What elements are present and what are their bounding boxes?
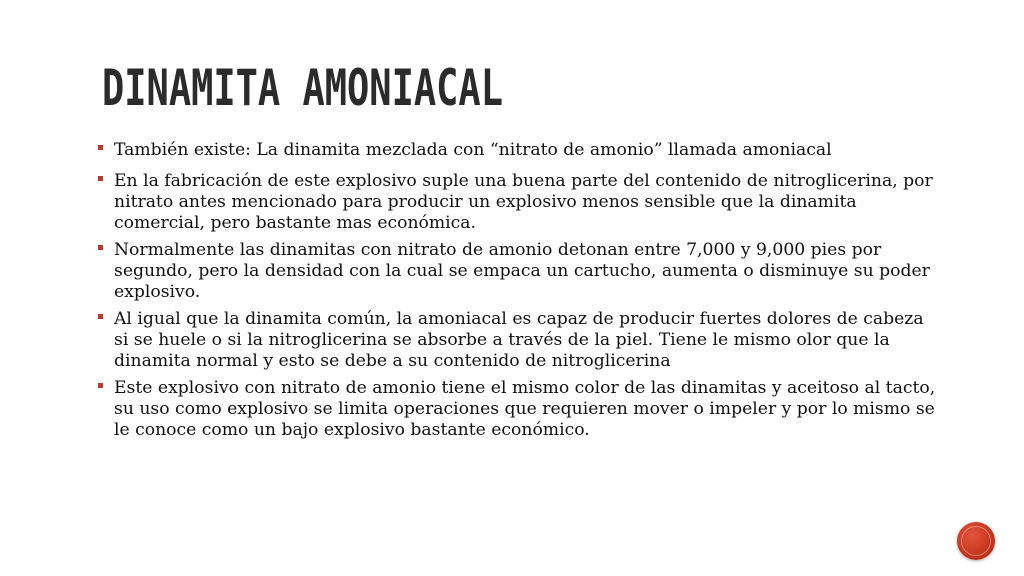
page-number-badge bbox=[957, 522, 995, 560]
slide-title: DINAMITA AMONIACAL bbox=[102, 59, 503, 117]
square-bullet-icon bbox=[98, 145, 103, 150]
bullet-item bbox=[98, 309, 938, 372]
square-bullet-icon bbox=[98, 314, 103, 319]
bullet-text: Este explosivo con nitrato de amonio tiene el mismo color de las dinamitas y aceitoso al tacto, su uso como explosivo se limita operaciones que requieren mover o impeler y por lo mismo se le conoce como un bajo explosivo bastante económico. bbox=[114, 378, 936, 440]
bullet-item bbox=[98, 140, 938, 161]
bullet-text: También existe: La dinamita mezclada con “nitrato de amonio” llamada amoniacal bbox=[114, 140, 832, 160]
bullet-item bbox=[98, 171, 938, 234]
bullet-item bbox=[98, 378, 938, 441]
bullet-list bbox=[98, 140, 938, 447]
bullet-text: Al igual que la dinamita común, la amoniacal es capaz de producir fuertes dolores de cabeza si se huele o si la nitroglicerina se absorbe a través de la piel. Tiene le mismo olor que la dinamita normal y esto se debe a su contenido de nitroglicerina bbox=[114, 309, 924, 371]
square-bullet-icon bbox=[98, 176, 103, 181]
bullet-item bbox=[98, 240, 938, 303]
square-bullet-icon bbox=[98, 383, 103, 388]
square-bullet-icon bbox=[98, 245, 103, 250]
bullet-text: En la fabricación de este explosivo suple una buena parte del contenido de nitroglicerina, por nitrato antes mencionado para producir un explosivo menos sensible que la dinamita comercial, pero bastante mas económica. bbox=[114, 171, 933, 233]
bullet-text: Normalmente las dinamitas con nitrato de amonio detonan entre 7,000 y 9,000 pies por segundo, pero la densidad con la cual se empaca un cartucho, aumenta o disminuye su poder explosivo. bbox=[114, 240, 930, 302]
